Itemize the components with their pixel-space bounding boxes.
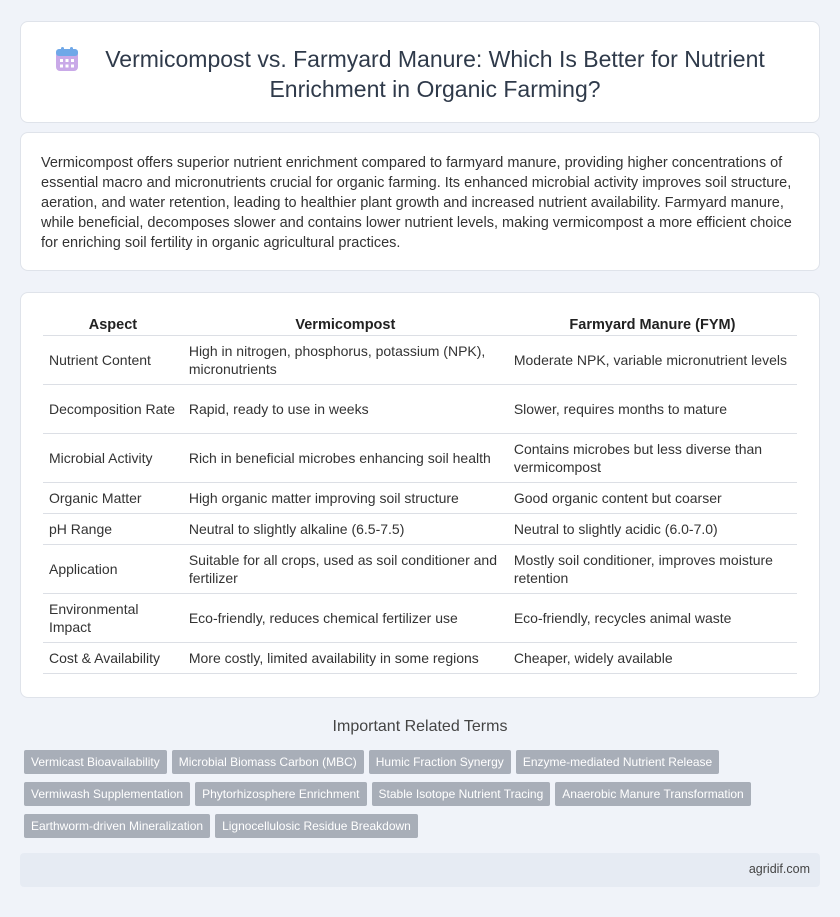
vermicompost-cell: High in nitrogen, phosphorus, potassium (NPK), micronutrients (183, 336, 508, 385)
footer-site[interactable]: agridif.com (748, 862, 810, 876)
table-row (43, 336, 797, 385)
comparison-card (20, 292, 820, 698)
related-terms-tags (24, 750, 824, 846)
fym-cell: Slower, requires months to mature (508, 385, 797, 434)
vermicompost-cell: Rapid, ready to use in weeks (183, 385, 508, 434)
summary-text: Vermicompost offers superior nutrient enrichment compared to farmyard manure, providing higher concentrations of essential macro and micronutrients crucial for organic farming. Its enhanced microbial activity improves soil structure, aeration, and water retention, leading to healthier plant growth and increased nutrient availability. Farmyard manure, while beneficial, decomposes slower and contains lower nutrient levels, making vermicompost a more efficient choice for enriching soil fertility in organic agricultural practices. (41, 155, 792, 251)
table-row (43, 545, 797, 594)
related-term-tag[interactable]: Vermiwash Supplementation (24, 782, 190, 806)
related-term-tag[interactable]: Anaerobic Manure Transformation (555, 782, 750, 806)
table-row (43, 643, 797, 674)
related-term-tag[interactable]: Lignocellulosic Residue Breakdown (215, 814, 418, 838)
related-term-tag[interactable]: Phytorhizosphere Enrichment (195, 782, 366, 806)
vermicompost-cell: More costly, limited availability in some regions (183, 643, 508, 674)
fym-cell: Contains microbes but less diverse than vermicompost (508, 434, 797, 483)
fym-cell: Moderate NPK, variable micronutrient levels (508, 336, 797, 385)
fym-cell: Good organic content but coarser (508, 483, 797, 514)
fym-cell: Neutral to slightly acidic (6.0-7.0) (508, 514, 797, 545)
related-term-tag[interactable]: Humic Fraction Synergy (369, 750, 511, 774)
aspect-cell: Organic Matter (43, 483, 183, 514)
fym-cell: Cheaper, widely available (508, 643, 797, 674)
header-fym: Farmyard Manure (FYM) (508, 309, 797, 336)
aspect-cell: Microbial Activity (43, 434, 183, 483)
summary-card (20, 132, 820, 271)
related-terms-title: Important Related Terms (332, 718, 508, 735)
title-card (20, 21, 820, 123)
page-title: Vermicompost vs. Farmyard Manure: Which Is Better for Nutrient Enrichment in Organic Farming? (105, 46, 765, 102)
aspect-cell: Environmental Impact (43, 594, 183, 643)
fym-cell: Eco-friendly, recycles animal waste (508, 594, 797, 643)
related-term-tag[interactable]: Vermicast Bioavailability (24, 750, 167, 774)
aspect-cell: Cost & Availability (43, 643, 183, 674)
vermicompost-cell: Eco-friendly, reduces chemical fertilizer use (183, 594, 508, 643)
aspect-cell: Nutrient Content (43, 336, 183, 385)
related-term-tag[interactable]: Earthworm-driven Mineralization (24, 814, 210, 838)
vermicompost-cell: High organic matter improving soil structure (183, 483, 508, 514)
aspect-cell: pH Range (43, 514, 183, 545)
table-header-row (43, 309, 797, 336)
related-term-tag[interactable]: Enzyme-mediated Nutrient Release (516, 750, 719, 774)
aspect-cell: Application (43, 545, 183, 594)
related-term-tag[interactable]: Microbial Biomass Carbon (MBC) (172, 750, 364, 774)
fym-cell: Mostly soil conditioner, improves moisture retention (508, 545, 797, 594)
table-row (43, 385, 797, 434)
table-row (43, 514, 797, 545)
vermicompost-cell: Neutral to slightly alkaline (6.5-7.5) (183, 514, 508, 545)
aspect-cell: Decomposition Rate (43, 385, 183, 434)
footer (20, 853, 820, 887)
related-term-tag[interactable]: Stable Isotope Nutrient Tracing (372, 782, 551, 806)
comparison-table (43, 309, 797, 674)
header-vermicompost: Vermicompost (183, 309, 508, 336)
table-row (43, 594, 797, 643)
vermicompost-cell: Suitable for all crops, used as soil conditioner and fertilizer (183, 545, 508, 594)
header-aspect: Aspect (43, 309, 183, 336)
vermicompost-cell: Rich in beneficial microbes enhancing soil health (183, 434, 508, 483)
table-row (43, 434, 797, 483)
table-row (43, 483, 797, 514)
